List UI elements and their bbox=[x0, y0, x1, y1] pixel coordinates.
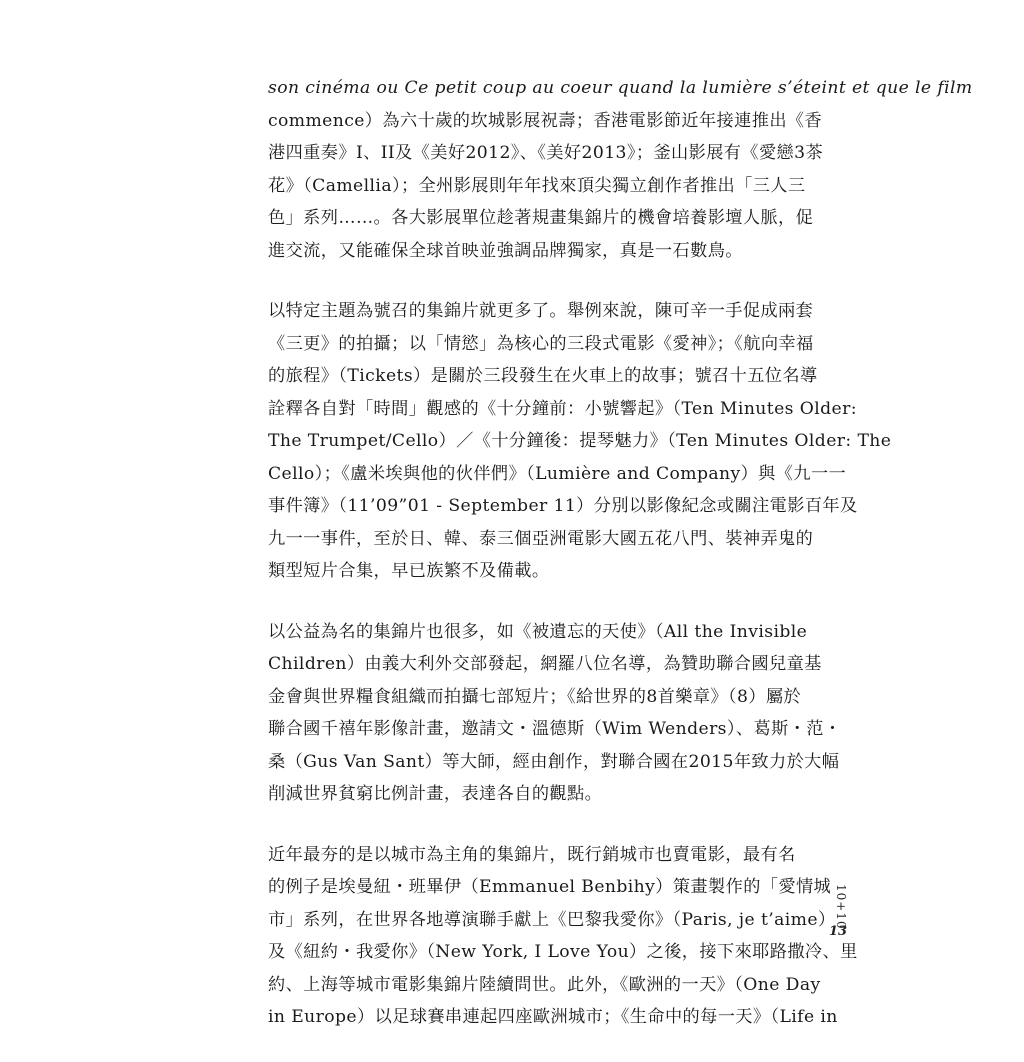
text-line: Cello）；《盧米埃與他的伙伴們》（Lumière and Company）與《九一一 bbox=[268, 463, 847, 484]
text-line: 以公益為名的集錦片也很多，如《被遺忘的天使》（All the Invisible bbox=[268, 621, 808, 642]
text-line: commence）為六十歲的坎城影展祝壽；香港電影節近年接連推出《香 bbox=[268, 110, 823, 131]
page-number: 13 bbox=[829, 924, 848, 939]
text-line: son cinéma ou Ce petit coup au coeur quand la lumière s’éteint et que le film bbox=[268, 78, 973, 98]
text-line: Children）由義大利外交部發起，網羅八位名導，為贊助聯合國兒童基 bbox=[268, 654, 822, 674]
text-line: 《三更》的拍攝；以「情慾」為核心的三段式電影《愛神》；《航向幸福 bbox=[268, 333, 814, 354]
text-line: 港四重奏》I、II及《美好2012》、《美好2013》；釜山影展有《愛戀3茶 bbox=[268, 143, 824, 163]
text-line: 及《紐約・我愛你》（New York, I Love You）之後，接下來耶路撒冷、里 bbox=[268, 942, 858, 962]
text-line: 約、上海等城市電影集錦片陸續問世。此外，《歐洲的一天》（One Day bbox=[268, 974, 821, 995]
text-line: in Europe）以足球賽串連起四座歐洲城市；《生命中的每一天》（Life in bbox=[268, 1007, 838, 1027]
text-line: 詮釋各自對「時間」觀感的《十分鐘前：小號響起》（Ten Minutes Older: bbox=[268, 398, 857, 419]
text-line: 色」系列……。各大影展單位趁著規畫集錦片的機會培養影壇人脈，促 bbox=[268, 208, 814, 228]
text-line: 九一一事件，至於日、韓、泰三個亞洲電影大國五花八門、裝神弄鬼的 bbox=[268, 528, 814, 549]
text-line: The Trumpet/Cello）／《十分鐘後：提琴魅力》（Ten Minutes Older: The bbox=[268, 431, 892, 451]
series-side-label: 10+10 bbox=[834, 884, 848, 930]
paragraph-3 bbox=[268, 616, 842, 811]
text-line: 花》（Camellia）；全州影展則年年找來頂尖獨立創作者推出「三人三 bbox=[268, 175, 806, 196]
text-line: 事件簿》（11’09”01 - September 11）分別以影像紀念或關注電影百年及 bbox=[268, 496, 858, 516]
paragraph-2 bbox=[268, 295, 892, 588]
text-line: 桑（Gus Van Sant）等大師，經由創作，對聯合國在2015年致力於大幅 bbox=[268, 751, 840, 772]
text-line: 市」系列，在世界各地導演聯手獻上《巴黎我愛你》（Paris, je t’aime） bbox=[268, 909, 836, 930]
text-line: 聯合國千禧年影像計畫，邀請文・溫德斯（Wim Wenders）、葛斯・范・ bbox=[268, 719, 842, 739]
paragraph-1 bbox=[268, 72, 973, 267]
text-line: 進交流，又能確保全球首映並強調品牌獨家，真是一石數鳥。 bbox=[268, 240, 743, 261]
text-line: 的例子是埃曼紐・班畢伊（Emmanuel Benbihy）策畫製作的「愛情城 bbox=[268, 877, 832, 897]
text-line: 以特定主題為號召的集錦片就更多了。舉例來說，陳可辛一手促成兩套 bbox=[268, 301, 814, 321]
text-line: 金會與世界糧食組織而拍攝七部短片；《給世界的8首樂章》（8）屬於 bbox=[268, 686, 802, 707]
text-line: 的旅程》（Tickets）是關於三段發生在火車上的故事；號召十五位名導 bbox=[268, 366, 818, 386]
text-line: 削減世界貧窮比例計畫，表達各自的觀點。 bbox=[268, 784, 603, 804]
text-line: 近年最夯的是以城市為主角的集錦片，既行銷城市也賣電影，最有名 bbox=[268, 844, 796, 865]
text-line: 類型短片合集，早已族繁不及備載。 bbox=[268, 561, 550, 581]
